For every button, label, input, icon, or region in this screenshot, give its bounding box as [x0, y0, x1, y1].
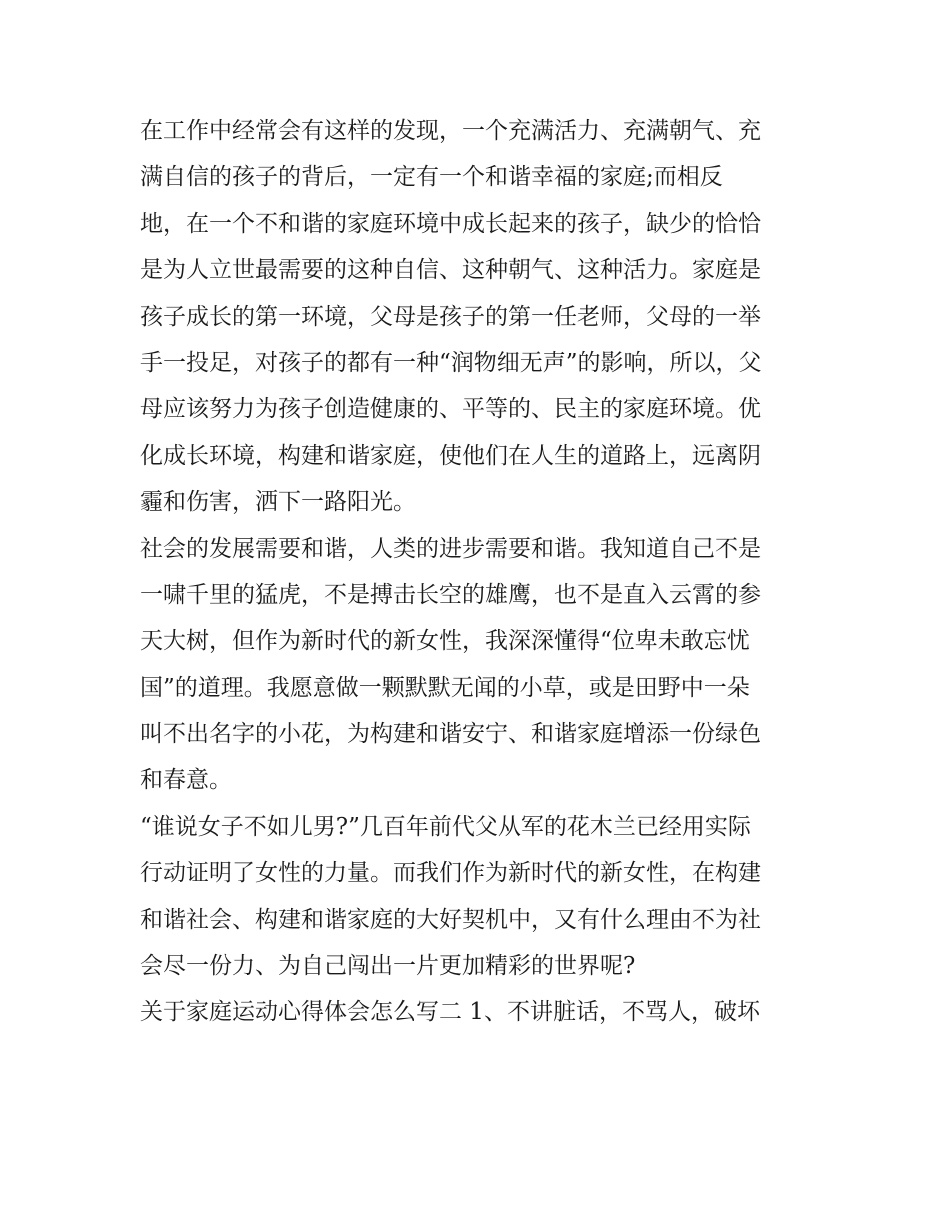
text-line: 一啸千里的猛虎，不是搏击长空的雄鹰，也不是直入云霄的参 — [140, 581, 761, 608]
text-line: 满自信的孩子的背后，一定有一个和谐幸福的家庭;而相反 — [140, 164, 723, 191]
text-line: “谁说女子不如儿男?”几百年前代父从军的花木兰已经用实际 — [140, 813, 751, 840]
text-line: 是为人立世最需要的这种自信、这种朝气、这种活力。家庭是 — [140, 257, 761, 284]
text-line: 社会的发展需要和谐，人类的进步需要和谐。我知道自己不是 — [140, 535, 761, 562]
text-line: 和春意。 — [140, 767, 232, 794]
text-line: 关于家庭运动心得体会怎么写二 1、不讲脏话，不骂人，破坏 — [140, 999, 760, 1026]
text-line: 天大树，但作为新时代的新女性，我深深懂得“位卑未敢忘忧 — [140, 628, 750, 655]
text-line: 会尽一份力、为自己闯出一片更加精彩的世界呢? — [140, 953, 636, 980]
text-line: 母应该努力为孩子创造健康的、平等的、民主的家庭环境。优 — [140, 396, 761, 423]
text-line: 国”的道理。我愿意做一颗默默无闻的小草，或是田野中一朵 — [140, 674, 750, 701]
text-line: 化成长环境，构建和谐家庭，使他们在人生的道路上，远离阴 — [140, 442, 761, 469]
text-line: 叫不出名字的小花，为构建和谐安宁、和谐家庭增添一份绿色 — [140, 721, 761, 748]
text-line: 手一投足，对孩子的都有一种“润物细无声”的影响，所以，父 — [140, 349, 762, 376]
text-line: 地，在一个不和谐的家庭环境中成长起来的孩子，缺少的恰恰 — [140, 210, 761, 237]
text-line: 行动证明了女性的力量。而我们作为新时代的新女性，在构建 — [140, 860, 761, 887]
text-line: 在工作中经常会有这样的发现，一个充满活力、充满朝气、充 — [140, 118, 761, 144]
text-line: 和谐社会、构建和谐家庭的大好契机中，又有什么理由不为社 — [140, 906, 761, 933]
text-line: 孩子成长的第一环境，父母是孩子的第一任老师，父母的一举 — [140, 303, 761, 330]
body-text — [140, 108, 820, 1036]
text-line: 霾和伤害，洒下一路阳光。 — [140, 489, 416, 516]
